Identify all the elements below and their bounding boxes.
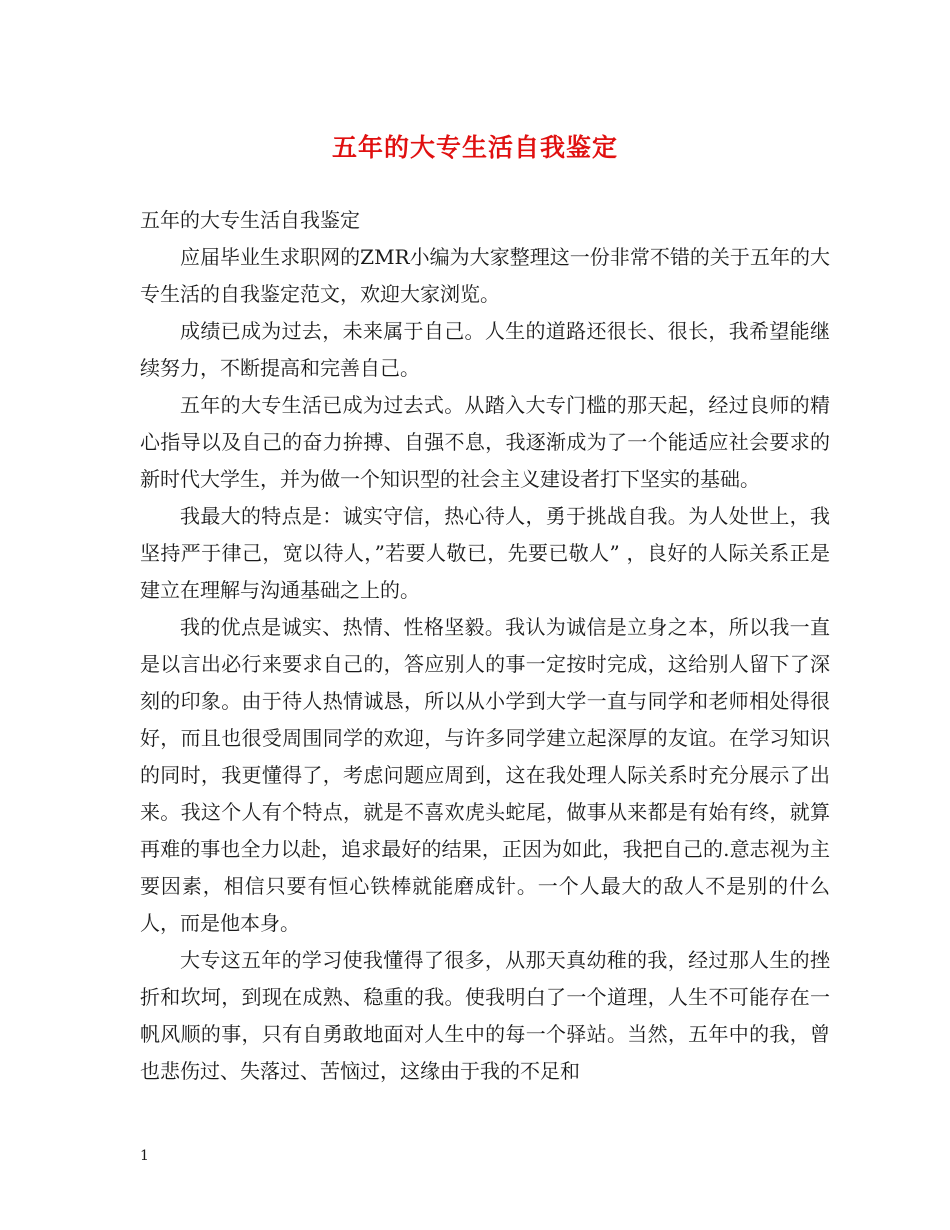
paragraph-6: 大专这五年的学习使我懂得了很多，从那天真幼稚的我，经过那人生的挫折和坎坷，到现在成熟、稳重的我。使我明白了一个道理，人生不可能存在一帆风顺的事，只有自勇敢地面对人生中的每一个驿站。当然，五年中的我，曾也悲伤过、失落过、苦恼过，这缘由于我的不足和	[140, 948, 830, 1083]
page-number: 1	[140, 1148, 149, 1164]
document-subtitle: 五年的大专生活自我鉴定	[140, 208, 360, 232]
paragraph-4: 我最大的特点是：诚实守信，热心待人，勇于挑战自我。为人处世上，我坚持严于律己，宽以待人，”若要人敬已，先要已敬人” ，良好的人际关系正是建立在理解与沟通基础之上的。	[140, 504, 830, 602]
paragraph-2: 成绩已成为过去，未来属于自己。人生的道路还很长、很长，我希望能继续努力，不断提高和完善自己。	[140, 319, 830, 380]
paragraph-5: 我的优点是诚实、热情、性格坚毅。我认为诚信是立身之本，所以我一直是以言出必行来要求自己的，答应别人的事一定按时完成，这给别人留下了深刻的印象。由于待人热情诚恳，所以从小学到大学一直与同学和老师相处得很好，而且也很受周围同学的欢迎，与许多同学建立起深厚的友谊。在学习知识的同时，我更懂得了，考虑问题应周到，这在我处理人际关系时充分展示了出来。我这个人有个特点，就是不喜欢虎头蛇尾，做事从来都是有始有终，就算再难的事也全力以赴，追求最好的结果，正因为如此，我把自己的.意志视为主要因素，相信只要有恒心铁棒就能磨成针。一个人最大的敌人不是别的什么人，而是他本身。	[140, 615, 830, 935]
document-title: 五年的大专生活自我鉴定	[331, 133, 618, 162]
document-body	[140, 202, 830, 1090]
paragraph-3: 五年的大专生活已成为过去式。从踏入大专门槛的那天起，经过良师的精心指导以及自己的奋力拚搏、自强不息，我逐渐成为了一个能适应社会要求的新时代大学生，并为做一个知识型的社会主义建设者打下坚实的基础。	[140, 393, 830, 491]
paragraph-1: 应届毕业生求职网的ZMR小编为大家整理这一份非常不错的关于五年的大专生活的自我鉴定范文，欢迎大家浏览。	[140, 245, 830, 306]
